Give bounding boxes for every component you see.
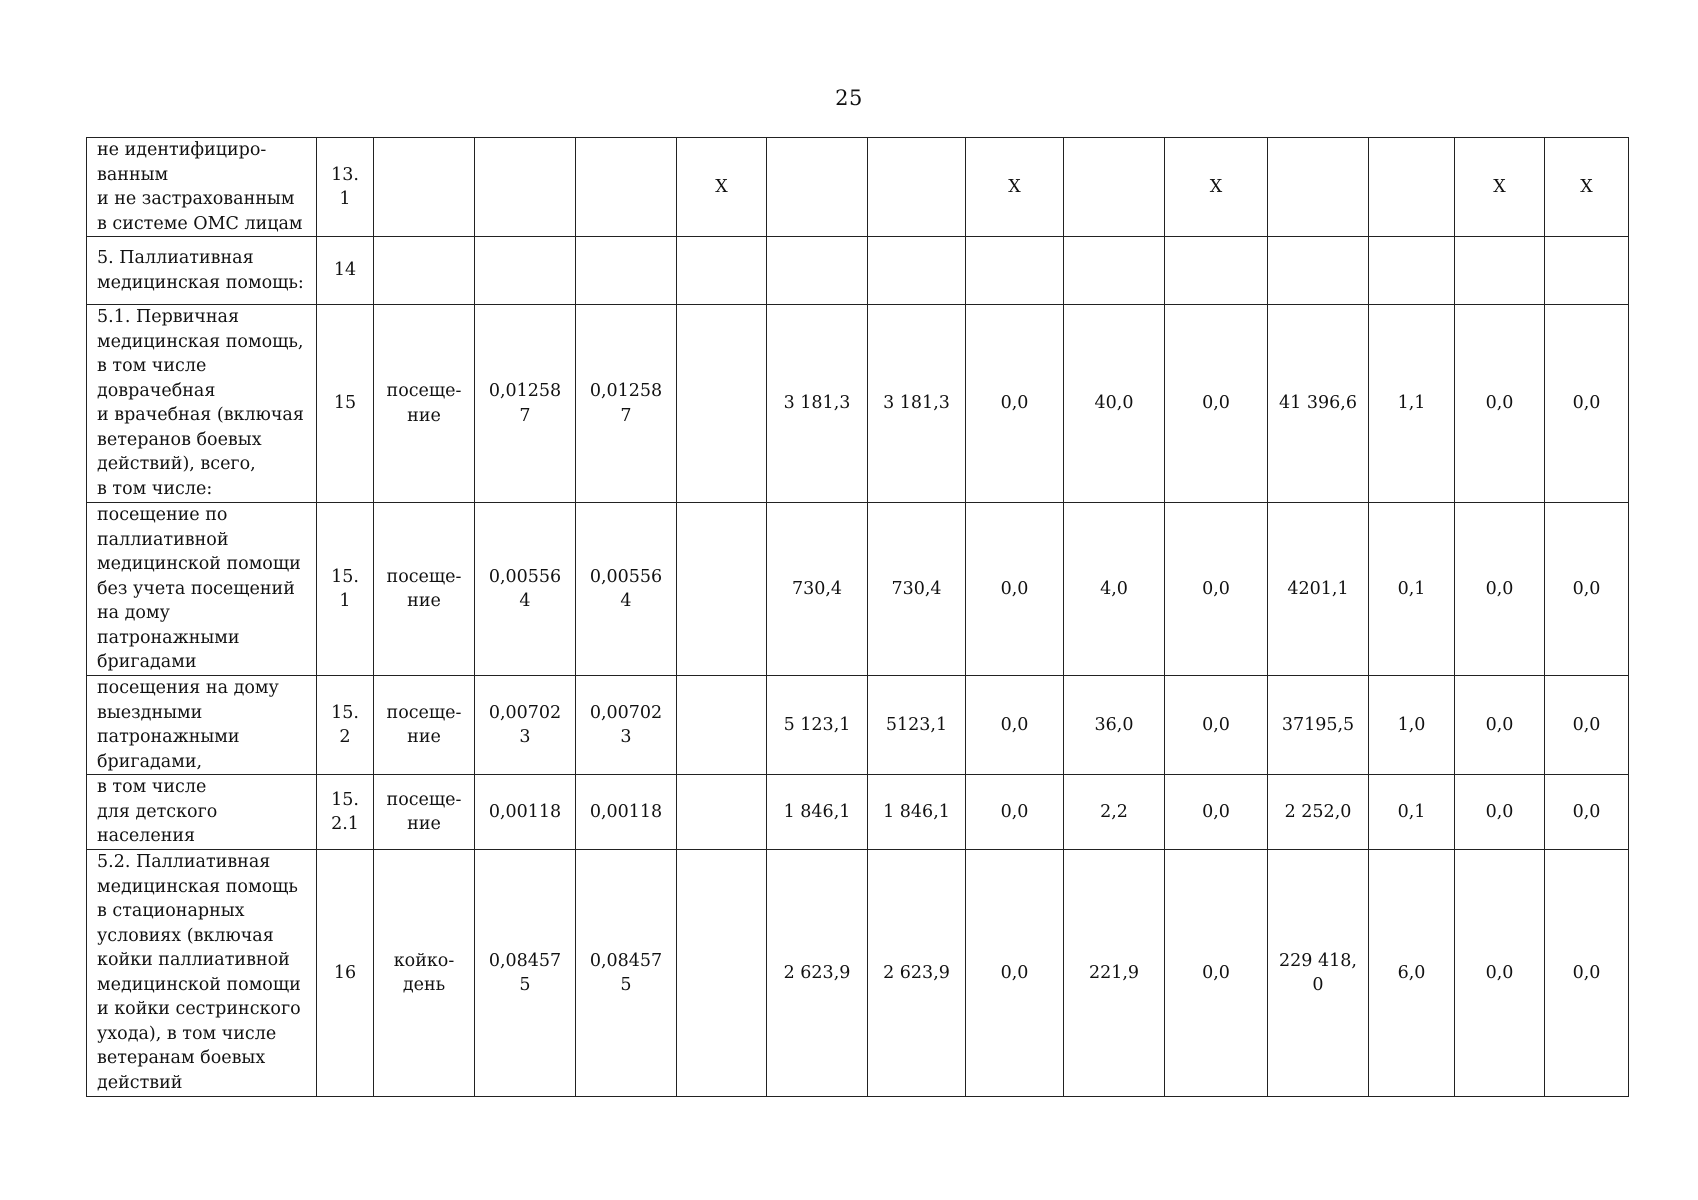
value-cell: 1 846,1 xyxy=(767,775,868,850)
value-cell: 0,0 xyxy=(1545,676,1629,775)
value-cell: 1,0 xyxy=(1369,676,1455,775)
value-cell xyxy=(966,237,1064,305)
table-row xyxy=(87,850,1629,1097)
norm-cell: 0,08457 5 xyxy=(475,850,576,1097)
value-cell: 229 418, 0 xyxy=(1268,850,1369,1097)
unit-cell: посеще- ние xyxy=(374,503,475,676)
unit-cell: койко- день xyxy=(374,850,475,1097)
value-cell: 4,0 xyxy=(1064,503,1165,676)
value-cell: 5123,1 xyxy=(868,676,966,775)
norm-cell: 0,00556 4 xyxy=(475,503,576,676)
unit-cell: посеще- ние xyxy=(374,676,475,775)
value-cell xyxy=(1268,237,1369,305)
value-cell: 0,0 xyxy=(966,305,1064,503)
value-cell xyxy=(767,138,868,237)
value-cell: X xyxy=(966,138,1064,237)
value-cell: 41 396,6 xyxy=(1268,305,1369,503)
row-code-cell: 15. 1 xyxy=(317,503,374,676)
value-cell xyxy=(1369,237,1455,305)
unit-cell xyxy=(374,138,475,237)
value-cell xyxy=(1545,237,1629,305)
value-cell: 1 846,1 xyxy=(868,775,966,850)
row-code-cell: 14 xyxy=(317,237,374,305)
table-row xyxy=(87,503,1629,676)
value-cell xyxy=(1064,138,1165,237)
value-cell: 0,0 xyxy=(1545,503,1629,676)
value-cell: 0,0 xyxy=(1545,775,1629,850)
value-cell: 0,1 xyxy=(1369,775,1455,850)
table-row xyxy=(87,305,1629,503)
unit-cell: посеще- ние xyxy=(374,305,475,503)
value-cell: 36,0 xyxy=(1064,676,1165,775)
value-cell: 0,0 xyxy=(966,850,1064,1097)
value-cell xyxy=(868,138,966,237)
value-cell xyxy=(677,305,767,503)
value-cell: 0,0 xyxy=(966,676,1064,775)
value-cell xyxy=(767,237,868,305)
table-row xyxy=(87,237,1629,305)
unit-cell: посеще- ние xyxy=(374,775,475,850)
value-cell: 730,4 xyxy=(868,503,966,676)
page-number: 25 xyxy=(835,86,863,110)
value-cell: X xyxy=(1455,138,1545,237)
row-code-cell: 13. 1 xyxy=(317,138,374,237)
value-cell: 2 252,0 xyxy=(1268,775,1369,850)
value-cell: 0,1 xyxy=(1369,503,1455,676)
row-name-cell: 5. Паллиативная медицинская помощь: xyxy=(87,237,317,305)
value-cell: 0,0 xyxy=(1165,305,1268,503)
value-cell: 3 181,3 xyxy=(868,305,966,503)
norm-cell: 0,00702 3 xyxy=(475,676,576,775)
value-cell: 0,0 xyxy=(1455,305,1545,503)
value-cell xyxy=(677,237,767,305)
value-cell: 2 623,9 xyxy=(767,850,868,1097)
value-cell: 6,0 xyxy=(1369,850,1455,1097)
row-name-cell: 5.2. Паллиативная медицинская помощь в стационарных условиях (включая койки паллиативной медицинской помощи и койки сестринского ухода), в том числе ветеранам боевых действий xyxy=(87,850,317,1097)
value-cell: X xyxy=(677,138,767,237)
value-cell: 0,0 xyxy=(1545,850,1629,1097)
table-row xyxy=(87,676,1629,775)
norm-cell: 0,01258 7 xyxy=(576,305,677,503)
norm-cell: 0,00556 4 xyxy=(576,503,677,676)
value-cell: X xyxy=(1165,138,1268,237)
table-row xyxy=(87,775,1629,850)
value-cell: 37195,5 xyxy=(1268,676,1369,775)
value-cell: 5 123,1 xyxy=(767,676,868,775)
row-name-cell: посещения на дому выездными патронажными бригадами, xyxy=(87,676,317,775)
norm-cell: 0,00702 3 xyxy=(576,676,677,775)
value-cell: 0,0 xyxy=(1165,850,1268,1097)
norm-cell: 0,08457 5 xyxy=(576,850,677,1097)
value-cell: 0,0 xyxy=(1455,850,1545,1097)
value-cell: 0,0 xyxy=(1455,503,1545,676)
value-cell: 0,0 xyxy=(1455,676,1545,775)
norm-cell xyxy=(475,138,576,237)
value-cell: 0,0 xyxy=(1455,775,1545,850)
norm-cell: 0,01258 7 xyxy=(475,305,576,503)
value-cell: X xyxy=(1545,138,1629,237)
value-cell: 2 623,9 xyxy=(868,850,966,1097)
value-cell xyxy=(1268,138,1369,237)
value-cell: 0,0 xyxy=(1165,775,1268,850)
row-name-cell: 5.1. Первичная медицинская помощь, в том числе доврачебная и врачебная (включая ветеранов боевых действий), всего, в том числе: xyxy=(87,305,317,503)
value-cell: 4201,1 xyxy=(1268,503,1369,676)
norm-cell: 0,00118 xyxy=(475,775,576,850)
norm-cell: 0,00118 xyxy=(576,775,677,850)
value-cell: 2,2 xyxy=(1064,775,1165,850)
value-cell: 0,0 xyxy=(1165,503,1268,676)
row-code-cell: 15 xyxy=(317,305,374,503)
value-cell: 0,0 xyxy=(966,775,1064,850)
value-cell xyxy=(677,676,767,775)
value-cell xyxy=(1165,237,1268,305)
value-cell: 730,4 xyxy=(767,503,868,676)
value-cell xyxy=(677,503,767,676)
value-cell xyxy=(1455,237,1545,305)
row-code-cell: 16 xyxy=(317,850,374,1097)
data-table xyxy=(86,137,1629,1097)
value-cell xyxy=(677,850,767,1097)
row-name-cell: в том числе для детского населения xyxy=(87,775,317,850)
table-row xyxy=(87,138,1629,237)
value-cell xyxy=(1369,138,1455,237)
unit-cell xyxy=(374,237,475,305)
row-code-cell: 15. 2 xyxy=(317,676,374,775)
row-name-cell: посещение по паллиативной медицинской помощи без учета посещений на дому патронажными бригадами xyxy=(87,503,317,676)
value-cell: 40,0 xyxy=(1064,305,1165,503)
norm-cell xyxy=(576,138,677,237)
value-cell: 1,1 xyxy=(1369,305,1455,503)
row-name-cell: не идентифициро- ванным и не застрахованным в системе ОМС лицам xyxy=(87,138,317,237)
value-cell: 3 181,3 xyxy=(767,305,868,503)
value-cell: 221,9 xyxy=(1064,850,1165,1097)
value-cell: 0,0 xyxy=(966,503,1064,676)
norm-cell xyxy=(475,237,576,305)
value-cell: 0,0 xyxy=(1165,676,1268,775)
value-cell: 0,0 xyxy=(1545,305,1629,503)
row-code-cell: 15. 2.1 xyxy=(317,775,374,850)
norm-cell xyxy=(576,237,677,305)
value-cell xyxy=(677,775,767,850)
value-cell xyxy=(868,237,966,305)
value-cell xyxy=(1064,237,1165,305)
